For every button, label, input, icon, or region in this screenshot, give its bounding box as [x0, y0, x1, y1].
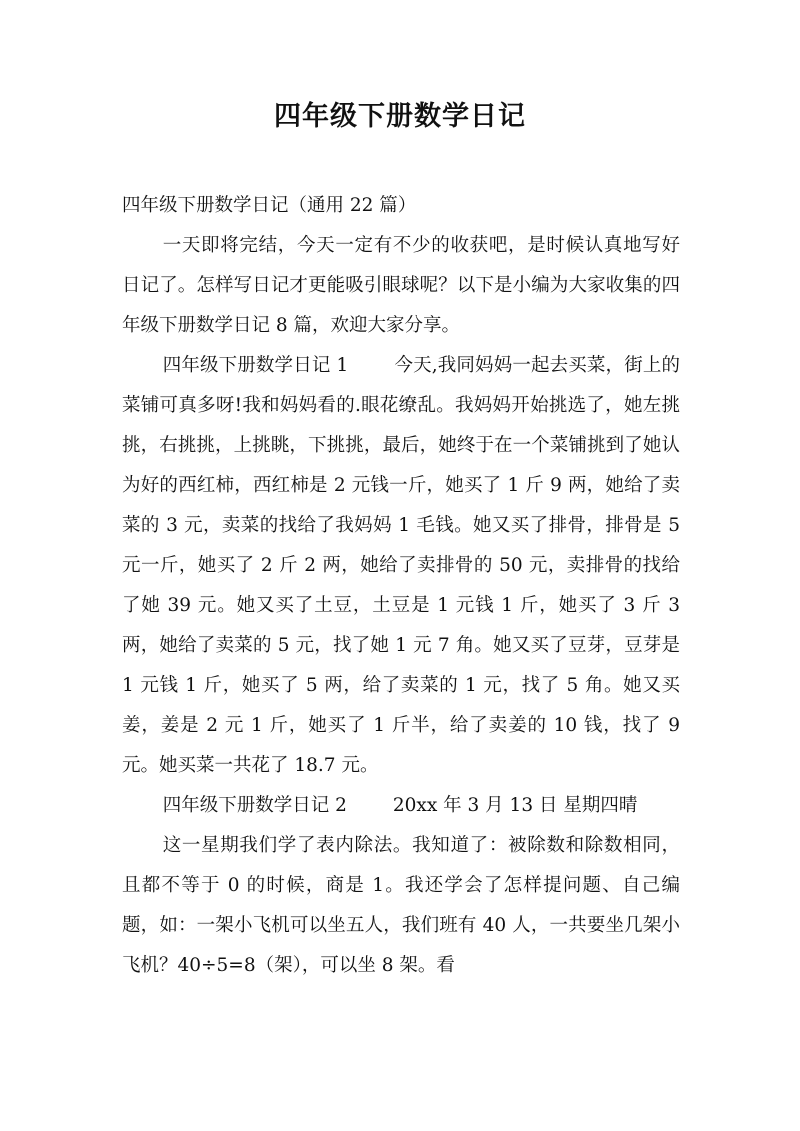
document-subtitle: 四年级下册数学日记（通用 22 篇） [122, 195, 417, 216]
document-title: 四年级下册数学日记 [274, 101, 526, 132]
entry-2-date: 20xx 年 3 月 13 日 星期四晴 [392, 795, 638, 816]
entry-1-heading: 四年级下册数学日记 1 [162, 355, 349, 376]
entry-2-header [122, 786, 680, 826]
intro-paragraph: 一天即将完结，今天一定有不少的收获吧，是时候认真地写好日记了。怎样写日记才更能吸引眼球呢？以下是小编为大家收集的四年级下册数学日记 8 篇，欢迎大家分享。 [122, 235, 680, 336]
document-body [122, 186, 680, 986]
entry-2-paragraph: 这一星期我们学了表内除法。我知道了：被除数和除数相同，且都不等于 0 的时候，商是 1。我还学会了怎样提问题、自己编题，如：一架小飞机可以坐五人，我们班有 40 人，一共要坐几架小飞机？40÷5=8（架），可以坐 8 架。看 [122, 835, 680, 976]
entry-1-text: 今天,我同妈妈一起去买菜，街上的菜铺可真多呀!我和妈妈看的.眼花缭乱。我妈妈开始挑选了，她左挑挑，右挑挑，上挑眺，下挑挑，最后，她终于在一个菜铺挑到了她认为好的西红柿，西红柿是 2 元钱一斤，她买了 1 斤 9 两，她给了卖菜的 3 元，卖菜的找给了我妈妈 1 毛钱。她又买了排骨，排骨是 5 元一斤，她买了 2 斤 2 两，她给了卖排骨的 50 元，卖排骨的找给了她 39 元。她又买了土豆，土豆是 1 元钱 1 斤，她买了 3 斤 3 两，她给了卖菜的 5 元，找了她 1 元 7 角。她又买了豆芽，豆芽是 1 元钱 1 斤，她买了 5 两，给了卖菜的 1 元，找了 5 角。她又买姜，姜是 2 元 1 斤，她买了 1 斤半，给了卖姜的 10 钱，找了 9 元。她买菜一共花了 18.7 元。 [122, 355, 680, 776]
entry-1-paragraph [122, 346, 680, 786]
entry-2-heading: 四年级下册数学日记 2 [162, 795, 347, 816]
